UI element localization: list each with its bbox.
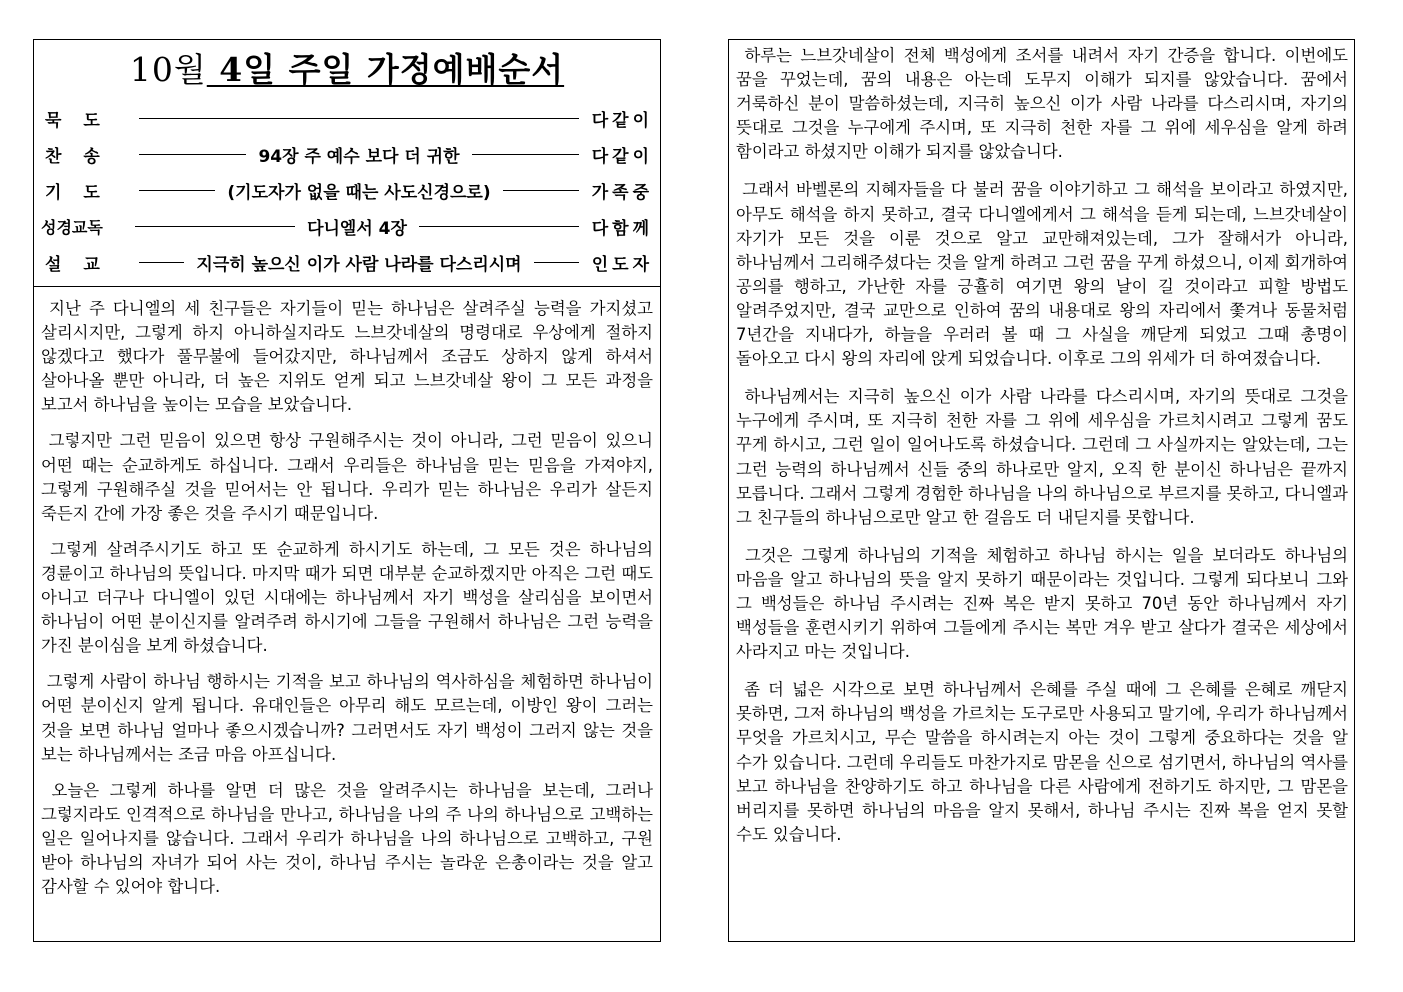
title-date: 10월 — [129, 50, 207, 89]
sermon-paragraph: 그렇게 살려주시기도 하고 또 순교하게 하시기도 하는데, 그 모든 것은 하나님의 경륜이고 하나님의 뜻입니다. 마지막 때가 되면 대부분 순교하겠지만 아직은 그런 때도 아니고 더구나 다니엘이 있던 시대에는 하나님께서 자기 백성을 살리심을 보이면서 하나님이 어떤 분이신지를 알려주려 하시기에 그들을 구원해서 하나님은 그런 능력을 가진 분이심을 보게 하셨습니다. — [41, 539, 653, 656]
order-row-hymn — [41, 136, 653, 172]
sermon-paragraph: 그렇지만 그런 믿음이 있으면 항상 구원해주시는 것이 아니라, 그런 믿음이 있으니 어떤 때는 순교하게도 하십니다. 그래서 우리들은 하나님을 믿는 믿음을 가져야지, 그렇게 구원해주실 것을 믿어서는 안 됩니다. 우리가 믿는 하나님은 우리가 살든지 죽든지 간에 가장 좋은 것을 주시기 때문입니다. — [41, 431, 653, 523]
order-who: 다같이 — [591, 146, 653, 167]
order-line — [139, 262, 184, 263]
order-label: 설 교 — [45, 254, 108, 275]
order-label: 기 도 — [45, 182, 108, 203]
sermon-paragraph: 지난 주 다니엘의 세 친구들은 자기들이 믿는 하나님은 살려주실 능력을 가지셨고 살리시지만, 그렇게 하지 아니하실지라도 느브갓네살의 명령대로 우상에게 절하지 않겠다고 했다가 풀무불에 들어갔지만, 하나님께서 조금도 상하지 않게 하셔서 살아나올 뿐만 아니라, 더 높은 지위도 얻게 되고 느브갓네살 왕이 그 모든 과정을 보고서 하나님을 높이는 모습을 보았습니다. — [41, 299, 653, 415]
order-line — [534, 262, 579, 263]
divider — [34, 286, 660, 287]
order-detail: 지극히 높으신 이가 사람 나라를 다스리시며 — [196, 254, 522, 275]
order-line — [139, 154, 246, 155]
right-page — [728, 39, 1355, 942]
sermon-paragraph: 그것은 그렇게 하나님의 기적을 체험하고 하나님 하시는 일을 보더라도 하나님의 마음을 알고 하나님의 뜻을 알지 못하기 때문이라는 것입니다. 그렇게 되다보니 그와 그 백성들은 하나님 주시려는 진짜 복은 받지 못하고 70년 동안 하나님께서 자기 백성들을 훈련시키기 위하여 그들에게 주시는 복만 겨우 받고 살다가 결국은 세상에서 사라지고 마는 것입니다. — [736, 545, 1348, 662]
order-row-prayer — [41, 172, 653, 208]
order-line — [419, 226, 579, 227]
order-label: 찬 송 — [45, 146, 108, 167]
sermon-paragraph: 오늘은 그렇게 하나를 알면 더 많은 것을 알려주시는 하나님을 보는데, 그러나 그렇지라도 인격적으로 하나님을 만나고, 하나님을 나의 주 나의 하나님으로 고백하는 일은 일어나지를 않습니다. 그래서 우리가 하나님을 나의 하나님으로 고백하고, 구원 받아 하나님의 자녀가 되어 사는 것이, 하나님 주시는 놀라운 은총이라는 것을 알고 감사할 수 있어야 합니다. — [41, 780, 653, 897]
order-line — [139, 190, 215, 191]
order-detail: (기도자가 없을 때는 사도신경으로) — [227, 182, 491, 203]
order-row-scripture — [41, 208, 653, 244]
order-line — [135, 226, 295, 227]
order-label: 성경교독 — [41, 217, 103, 237]
order-row-sermon — [41, 244, 653, 280]
order-line — [472, 154, 579, 155]
order-label: 묵 도 — [45, 110, 108, 131]
title-text: 4일 주일 가정예배순서 — [206, 50, 565, 89]
worship-order — [41, 100, 653, 280]
sermon-paragraph: 좀 더 넓은 시각으로 보면 하나님께서 은혜를 주실 때에 그 은혜를 은혜로 깨닫지 못하면, 그저 하나님의 백성을 가르치는 도구로만 사용되고 말기에, 우리가 하나님께서 무엇을 가르치시고, 무슨 말씀을 하시려는지 아는 것이 그렇게 중요하다는 것을 알 수가 있습니다. 그런데 우리들도 마찬가지로 맘몬을 신으로 섬기면서, 하나님의 역사를 보고 하나님을 찬양하기도 하고 하나님을 다른 사람에게 전하기도 하지만, 그 맘몬을 버리지를 못하면 하나님의 마음을 알지 못해서, 하나님 주시는 진짜 복을 얻지 못할 수도 있습니다. — [736, 680, 1348, 844]
sermon-paragraph: 그래서 바벨론의 지혜자들을 다 불러 꿈을 이야기하고 그 해석을 보이라고 하였지만, 아무도 해석을 하지 못하고, 결국 다니엘에게서 그 해석을 듣게 되는데, 느브갓네살이 자기가 모든 것을 이룬 것으로 알고 교만해져있는데, 그가 잘해서가 아니라, 하나님께서 그리해주셨다는 것을 알게 하려고 그런 꿈을 꾸게 하셨으니, 이제 회개하여 공의를 행하고, 가난한 자를 긍휼히 여기면 왕의 날이 길 것이라고 피할 방법도 알려주었지만, 결국 교만으로 인하여 꿈의 내용대로 왕의 자리에서 쫓겨나 동물처럼 7년간을 지내다가, 하늘을 우러러 볼 때 그 사실을 깨닫게 되었고 그때 총명이 돌아오고 다시 왕의 자리에 앉게 되었습니다. 이후로 그의 위세가 더 하여졌습니다. — [736, 180, 1348, 369]
order-line — [139, 118, 579, 119]
sermon-paragraph: 하나님께서는 지극히 높으신 이가 사람 나라를 다스리시며, 자기의 뜻대로 그것을 누구에게 주시며, 또 지극히 천한 자를 그 위에 세우심을 가르치시려고 그렇게 꿈도 꾸게 하시고, 그런 일이 일어나도록 하셨습니다. 그런데 그 사실까지는 알았는데, 그는 그런 능력의 하나님께서 신들 중의 하나로만 알지, 오직 한 분이신 하나님은 끝까지 모릅니다. 그래서 그렇게 경험한 하나님을 나의 하나님으로 부르지를 못하고, 다니엘과 그 친구들의 하나님으로만 알고 한 걸음도 더 내딛지를 못합니다. — [736, 387, 1348, 527]
sermon-paragraph: 하루는 느브갓네살이 전체 백성에게 조서를 내려서 자기 간증을 합니다. 이번에도 꿈을 꾸었는데, 꿈의 내용은 아는데 도무지 이해가 되지를 않았습니다. 꿈에서 거룩하신 분이 말씀하셨는데, 지극히 높으신 이가 사람 나라를 다스리시며, 자기의 뜻대로 그것을 누구에게 주시며, 또 지극히 천한 자를 그 위에 세우심을 알게 하려 함이라고 하셨지만 이해가 되지를 않았습니다. — [736, 46, 1348, 162]
order-who: 인도자 — [591, 254, 654, 275]
order-who: 다함께 — [591, 218, 654, 239]
sermon-paragraph: 그렇게 사람이 하나님 행하시는 기적을 보고 하나님의 역사하심을 체험하면 하나님이 어떤 분이신지 알게 됩니다. 유대인들은 아무리 해도 모르는데, 이방인 왕이 그러는 것을 보면 하나님 얼마나 좋으시겠습니까? 그러면서도 자기 백성이 그러지 않는 것을 보는 하나님께서는 조금 마음 아프십니다. — [41, 672, 653, 764]
page-title — [41, 48, 653, 92]
left-page — [33, 39, 661, 942]
order-detail: 94장 주 예수 보다 더 귀한 — [258, 146, 460, 167]
order-detail: 다니엘서 4장 — [307, 218, 407, 239]
order-line — [503, 190, 579, 191]
order-who: 다같이 — [591, 110, 653, 131]
order-who: 가족중 — [591, 182, 654, 203]
order-row-meditation — [41, 100, 653, 136]
